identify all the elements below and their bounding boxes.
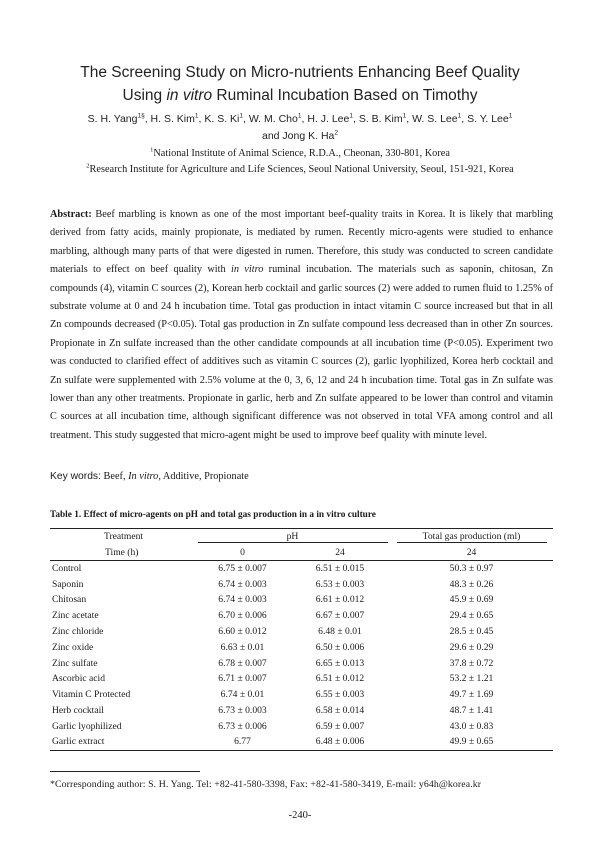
cell-gas-24h: 49.9 ± 0.65 bbox=[390, 734, 553, 750]
header-gas-24h: 24 bbox=[390, 545, 553, 561]
cell-treatment: Zinc oxide bbox=[52, 641, 94, 653]
cell-treatment: Vitamin C Protected bbox=[52, 689, 131, 701]
affiliation-2 bbox=[20, 164, 580, 175]
author-name: K. S. Ki bbox=[204, 113, 240, 125]
author-name: S. B. Kim bbox=[358, 113, 403, 125]
author-separator: , bbox=[406, 113, 413, 125]
table-row bbox=[50, 687, 553, 703]
cell-ph-0h: 6.71 ± 0.007 bbox=[218, 673, 267, 685]
header-treatment: Treatment bbox=[50, 529, 195, 545]
author-affiliation-mark: 1 bbox=[508, 112, 513, 120]
cell-treatment: Zinc chloride bbox=[52, 626, 104, 638]
cell-ph-0h: 6.74 ± 0.003 bbox=[218, 594, 267, 606]
abstract-text: Beef marbling is known as one of the most important beef-quality traits in Korea. It is likely that marbling derived from fatty acids, mainly propionate, is mediated by rumen. Recently micro-agents were studied to enhance marbling, although many parts of that were digested in rumen. Therefore, this study was conducted to screen candidate materials to effect on beef quality with bbox=[50, 209, 553, 276]
table-row bbox=[50, 655, 553, 671]
author-name: W. S. Lee bbox=[412, 113, 458, 125]
header-ph bbox=[195, 529, 390, 545]
results-table bbox=[50, 528, 553, 751]
author-affiliation-mark: 1 bbox=[194, 112, 199, 120]
cell-gas-24h: 50.3 ± 0.97 bbox=[449, 563, 494, 575]
author-and: and bbox=[261, 130, 283, 142]
cell-gas-24h: 48.3 ± 0.26 bbox=[449, 578, 494, 590]
page-number: -240- bbox=[288, 810, 312, 821]
cell-treatment: Zinc acetate bbox=[52, 610, 99, 622]
author-name: H. J. Lee bbox=[307, 113, 350, 125]
author-list-line-2 bbox=[30, 130, 570, 142]
header-gas bbox=[390, 529, 553, 545]
abstract-italic-text: in vitro bbox=[230, 264, 264, 276]
table-row bbox=[50, 561, 553, 577]
author-name: H. S. Kim bbox=[150, 113, 195, 125]
cell-treatment: Ascorbic acid bbox=[52, 673, 106, 685]
table-subheader-row bbox=[50, 545, 553, 561]
table-row bbox=[50, 703, 553, 719]
cell-gas-24h: 43.0 ± 0.83 bbox=[449, 720, 494, 732]
keywords bbox=[50, 471, 553, 482]
author-affiliation-mark: 2 bbox=[334, 129, 338, 137]
cell-gas-24h: 53.2 ± 1.21 bbox=[449, 673, 494, 685]
author-separator: , bbox=[461, 113, 468, 125]
author-separator: , bbox=[144, 113, 151, 125]
cell-ph-0h: 6.77 bbox=[195, 734, 290, 750]
cell-ph-0h: 6.75 ± 0.007 bbox=[218, 563, 267, 575]
cell-ph-24h: 6.48 ± 0.01 bbox=[318, 626, 362, 638]
table-row bbox=[50, 718, 553, 734]
cell-ph-24h: 6.51 ± 0.015 bbox=[315, 563, 365, 575]
paper-title-line-1: The Screening Study on Micro-nutrients Enhancing Beef Quality bbox=[80, 64, 520, 81]
header-ph-24h: 24 bbox=[290, 545, 390, 561]
cell-ph-0h: 6.70 ± 0.006 bbox=[218, 610, 267, 622]
cell-gas-24h: 45.9 ± 0.69 bbox=[449, 594, 494, 606]
cell-ph-24h: 6.51 ± 0.012 bbox=[315, 673, 365, 685]
cell-ph-0h: 6.74 ± 0.003 bbox=[218, 578, 267, 590]
cell-gas-24h: 29.6 ± 0.29 bbox=[449, 641, 494, 653]
cell-gas-24h: 49.7 ± 1.69 bbox=[449, 689, 494, 701]
cell-ph-24h: 6.48 ± 0.006 bbox=[290, 734, 390, 750]
keywords-text: Beef, bbox=[100, 471, 129, 482]
author-affiliation-mark: 1 bbox=[239, 112, 243, 120]
title-text: Using bbox=[122, 87, 167, 104]
abstract bbox=[50, 206, 553, 445]
footnote: *Corresponding author: S. H. Yang. Tel: +82-41-580-3398, Fax: +82-41-580-3419, E-mail: y64h@korea.kr bbox=[50, 779, 482, 790]
author-list-line-1 bbox=[30, 113, 570, 125]
cell-ph-24h: 6.59 ± 0.007 bbox=[315, 720, 365, 732]
author-name: S. Y. Lee bbox=[467, 113, 509, 125]
author-affiliation-mark: 1 bbox=[402, 112, 407, 120]
cell-ph-0h: 6.60 ± 0.012 bbox=[218, 626, 267, 638]
affiliation-mark: 2 bbox=[86, 162, 90, 170]
cell-ph-0h: 6.63 ± 0.01 bbox=[220, 641, 265, 653]
keywords-label: Key words: bbox=[50, 471, 101, 482]
header-ph-label: pH bbox=[198, 531, 388, 543]
author-separator: , bbox=[198, 113, 205, 125]
paper-title-line-2 bbox=[30, 87, 570, 105]
affiliation-text: National Institute of Animal Science, R.D.A., Cheonan, 330-801, Korea bbox=[153, 148, 450, 159]
cell-ph-24h: 6.53 ± 0.003 bbox=[315, 578, 365, 590]
author-separator: , bbox=[301, 113, 308, 125]
cell-treatment: Zinc sulfate bbox=[52, 657, 98, 669]
table-row bbox=[50, 734, 553, 750]
cell-gas-24h: 29.4 ± 0.65 bbox=[449, 610, 494, 622]
cell-treatment: Control bbox=[52, 563, 82, 575]
author-affiliation-mark: 1§ bbox=[137, 112, 145, 120]
cell-treatment: Garlic lyophilized bbox=[52, 720, 122, 732]
author-separator: , bbox=[352, 113, 359, 125]
author-name: Jong K. Ha bbox=[282, 130, 335, 142]
cell-treatment: Saponin bbox=[52, 578, 84, 590]
header-time: Time (h) bbox=[50, 545, 195, 561]
author-name: S. H. Yang bbox=[87, 113, 138, 125]
table-row bbox=[50, 592, 553, 608]
table-caption: Table 1. Effect of micro-agents on pH and total gas production in a in vitro culture bbox=[50, 510, 376, 520]
author-separator: , bbox=[243, 113, 249, 125]
author-affiliation-mark: 1 bbox=[457, 112, 462, 120]
table-row bbox=[50, 624, 553, 640]
cell-ph-0h: 6.73 ± 0.003 bbox=[218, 705, 267, 717]
cell-ph-24h: 6.65 ± 0.013 bbox=[315, 657, 365, 669]
cell-gas-24h: 37.8 ± 0.72 bbox=[449, 657, 494, 669]
table-row bbox=[50, 608, 553, 624]
cell-ph-24h: 6.67 ± 0.007 bbox=[315, 610, 365, 622]
author-affiliation-mark: 1 bbox=[297, 112, 302, 120]
title-text: Ruminal Incubation Based on Timothy bbox=[212, 87, 478, 104]
cell-ph-24h: 6.58 ± 0.014 bbox=[315, 705, 365, 717]
cell-ph-0h: 6.78 ± 0.007 bbox=[218, 657, 267, 669]
table-row bbox=[50, 671, 553, 687]
header-gas-label: Total gas production (ml) bbox=[397, 531, 547, 543]
cell-ph-0h: 6.74 ± 0.01 bbox=[220, 689, 265, 701]
author-affiliation-mark: 1 bbox=[349, 112, 353, 120]
cell-gas-24h: 28.5 ± 0.45 bbox=[449, 626, 494, 638]
table-row bbox=[50, 576, 553, 592]
cell-ph-24h: 6.55 ± 0.003 bbox=[315, 689, 365, 701]
affiliation-text: Research Institute for Agriculture and Life Sciences, Seoul National University, Seoul, 151-921, Korea bbox=[89, 164, 514, 175]
cell-gas-24h: 48.7 ± 1.41 bbox=[449, 705, 494, 717]
affiliation-mark: 1 bbox=[150, 146, 154, 154]
title-italic-text: in vitro bbox=[166, 87, 213, 104]
cell-treatment: Chitosan bbox=[52, 594, 87, 606]
cell-ph-24h: 6.61 ± 0.012 bbox=[315, 594, 365, 606]
keywords-text: , Additive, Propionate bbox=[158, 471, 249, 482]
affiliation-1 bbox=[20, 148, 580, 159]
table-row bbox=[50, 639, 553, 655]
keywords-italic-text: In vitro bbox=[128, 471, 159, 482]
cell-ph-0h: 6.73 ± 0.006 bbox=[218, 720, 267, 732]
table-header-row bbox=[50, 529, 553, 545]
abstract-text: ruminal incubation. The materials such as saponin, chitosan, Zn compounds (4), vitamin C sources (2), Korean herb cocktail and garlic sources (2) were added to rumen fluid to 1.25% of substrate volume at 0 and 24 h incubation time. Total gas production in intact vitamin C source increased but that in all Zn compounds decreased (P<0.05). Total gas production in Zn sulfate compound less decreased than in other Zn sources. Propionate in Zn sulfate increased than the other candidate compounds at all incubation time (P<0.05). Experiment two was conducted to clarified effect of additives such as vitamin C sources (2), garlic lyophilized, Korea herb cocktail and Zn sulfate were supplemented with 2.5% volume at the 0, 3, 6, 12 and 24 h incubation time. Total gas in Zn sulfate was lower than any other treatments. Propionate in garlic, herb and Zn sulfate appeared to be lower than control and vitamin C sources at all incubation time, although significant difference was not observed in total VFA among control and all treatment. This study suggested that micro-agent might be used to improve beef quality with minute level. bbox=[50, 264, 553, 441]
cell-treatment: Garlic extract bbox=[50, 734, 195, 750]
cell-ph-24h: 6.50 ± 0.006 bbox=[315, 641, 365, 653]
header-ph-0h: 0 bbox=[195, 545, 290, 561]
cell-treatment: Herb cocktail bbox=[52, 705, 104, 717]
author-name: W. M. Cho bbox=[248, 113, 298, 125]
footnote-divider bbox=[50, 771, 200, 772]
abstract-label: Abstract: bbox=[50, 209, 92, 220]
